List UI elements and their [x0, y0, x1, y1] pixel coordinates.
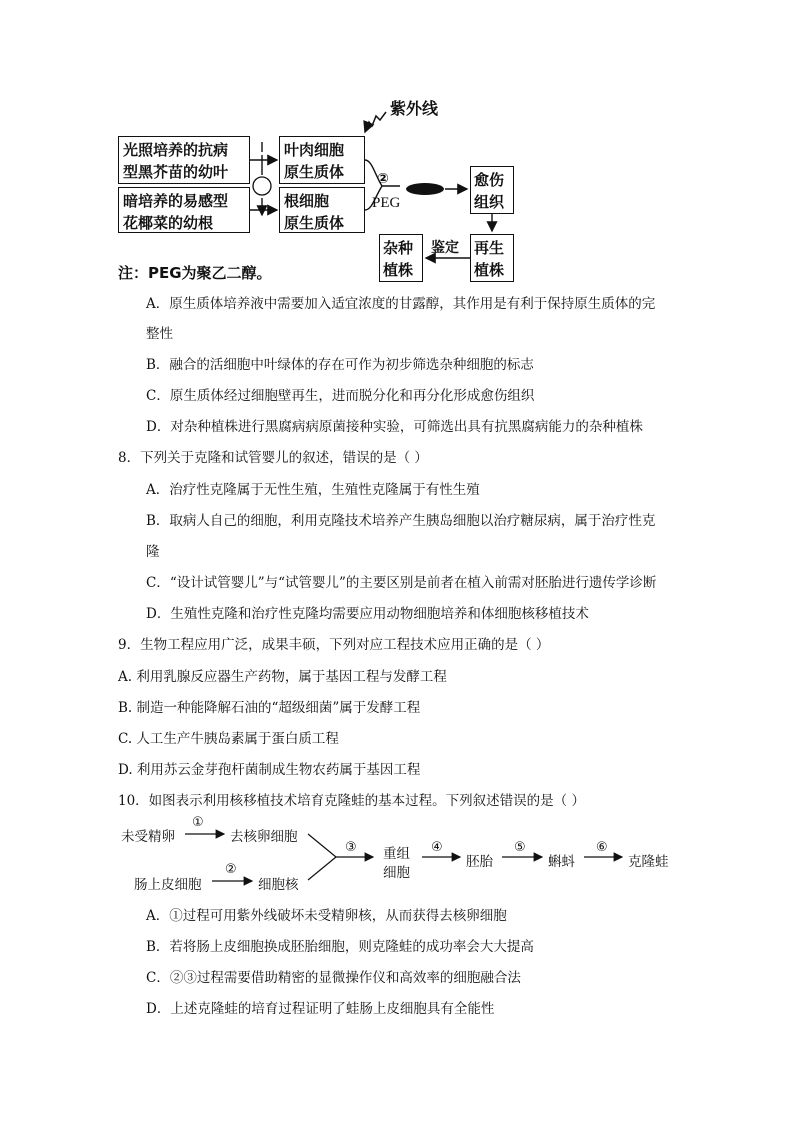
q8-option-a: A．治疗性克隆属于无性生殖，生殖性克隆属于有性生殖	[146, 482, 480, 498]
label-recombined-cell-2: 细胞	[383, 865, 410, 881]
q8-stem: 8．下列关于克隆和试管婴儿的叙述，错误的是（ ）	[118, 450, 428, 466]
box-root-protoplast: 根细胞 原生质体	[279, 187, 365, 233]
peg-label: PEG	[372, 195, 401, 211]
step6-marker: ⑥	[596, 840, 608, 855]
q10-option-b: B．若将肠上皮细胞换成胚胎细胞，则克隆蛙的成功率会大大提高	[146, 939, 534, 955]
box-mesophyll-protoplast: 叶肉细胞 原生质体	[279, 136, 365, 184]
step1-circle	[253, 177, 271, 195]
q10-option-a: A．①过程可用紫外线破坏未受精卵核，从而获得去核卵细胞	[146, 908, 507, 924]
q8-option-b: B．取病人自己的细胞，利用克隆技术培养产生胰岛细胞以治疗糖尿病，属于治疗性克	[146, 513, 656, 529]
q7-option-a-cont: 整性	[146, 326, 173, 342]
label-nucleus: 细胞核	[258, 877, 299, 893]
box-regenerated-plant: 再生 植株	[470, 234, 514, 282]
q9-option-c: C. 人工生产牛胰岛素属于蛋白质工程	[118, 731, 339, 747]
label-unfertilized-egg: 未受精卵	[121, 829, 175, 845]
label-intestinal-cell: 肠上皮细胞	[134, 877, 202, 893]
step2-label: ②	[377, 171, 389, 187]
q7-option-a: A．原生质体培养液中需要加入适宜浓度的甘露醇，其作用是有利于保持原生质体的完	[146, 296, 656, 312]
label-cloned-frog: 克隆蛙	[628, 854, 669, 870]
label-enucleated-egg: 去核卵细胞	[230, 829, 298, 845]
step2-marker: ②	[225, 862, 237, 877]
q9-option-a: A. 利用乳腺反应器生产药物，属于基因工程与发酵工程	[118, 669, 447, 685]
q8-option-b-cont: 隆	[146, 544, 160, 560]
q9-option-d: D. 利用苏云金芽孢杆菌制成生物农药属于基因工程	[118, 762, 421, 778]
step1-marker: ①	[192, 815, 204, 830]
identify-label: 鉴定	[431, 240, 459, 256]
q7-option-b: B．融合的活细胞中叶绿体的存在可作为初步筛选杂种细胞的标志	[146, 357, 534, 373]
box-callus: 愈伤 组织	[470, 166, 514, 214]
q8-option-c: C．“设计试管婴儿”与“试管婴儿”的主要区别是前者在植入前需对胚胎进行遗传学诊断	[146, 575, 657, 591]
q10-option-c: C．②③过程需要借助精密的显微操作仪和高效率的细胞融合法	[146, 970, 521, 986]
q10-stem: 10．如图表示利用核移植技术培育克隆蛙的基本过程。下列叙述错误的是（ ）	[118, 793, 585, 809]
diagram1-connectors	[0, 0, 794, 300]
q9-stem: 9．生物工程应用广泛，成果丰硕，下列对应工程技术应用正确的是（ ）	[118, 637, 550, 653]
step4-marker: ④	[431, 840, 443, 855]
q10-option-d: D．上述克隆蛙的培育过程证明了蛙肠上皮细胞具有全能性	[146, 1001, 495, 1017]
box-hybrid-plant: 杂种 植株	[379, 234, 423, 282]
label-tadpole: 蝌蚪	[548, 854, 575, 870]
fused-cell-icon	[406, 183, 444, 195]
uv-zigzag-arrow	[365, 112, 386, 132]
label-recombined-cell-1: 重组	[383, 846, 410, 862]
q8-option-d: D．生殖性克隆和治疗性克隆均需要应用动物细胞培养和体细胞核移植技术	[146, 606, 589, 622]
diagram-note: 注：PEG为聚乙二醇。	[118, 264, 272, 282]
label-embryo: 胚胎	[466, 854, 493, 870]
q9-option-b: B. 制造一种能降解石油的“超级细菌”属于发酵工程	[118, 700, 421, 716]
uv-label: 紫外线	[390, 99, 439, 118]
step3-marker: ③	[345, 840, 357, 855]
step5-marker: ⑤	[514, 840, 526, 855]
box-susceptible-root: 暗培养的易感型 花椰菜的幼根	[118, 187, 250, 233]
q7-option-d: D．对杂种植株进行黑腐病病原菌接种实验，可筛选出具有抗黑腐病能力的杂种植株	[146, 419, 643, 435]
q7-option-c: C．原生质体经过细胞壁再生，进而脱分化和再分化形成愈伤组织	[146, 388, 535, 404]
box-resistant-leaf: 光照培养的抗病 型黑芥苗的幼叶	[118, 136, 250, 184]
